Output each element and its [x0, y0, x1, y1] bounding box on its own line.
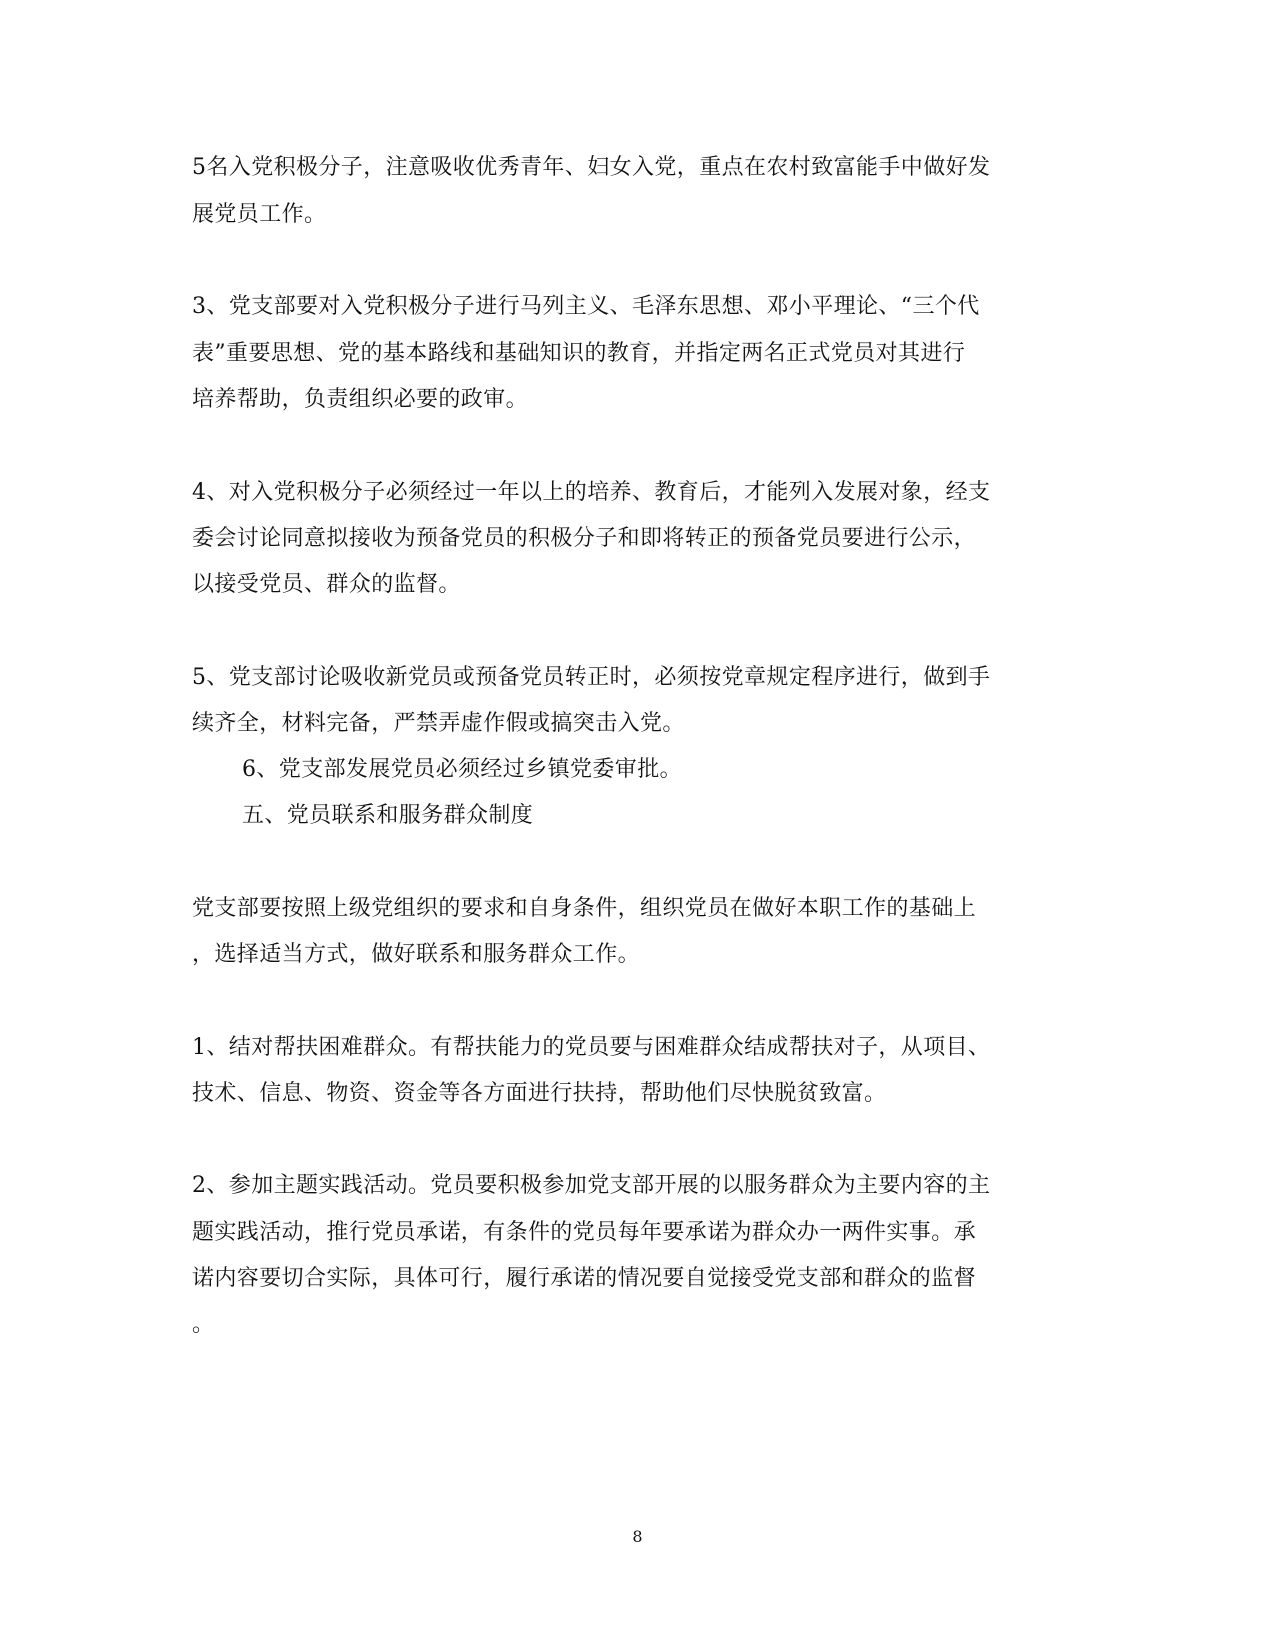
text-line: 题实践活动，推行党员承诺，有条件的党员每年要承诺为群众办一两件实事。承 — [192, 1220, 977, 1245]
text-line: 6、党支部发展党员必须经过乡镇党委审批。 — [242, 757, 682, 782]
text-line: 诺内容要切合实际，具体可行，履行承诺的情况要自觉接受党支部和群众的监督 — [192, 1266, 977, 1291]
text-line: 委会讨论同意拟接收为预备党员的积极分子和即将转正的预备党员要进行公示， — [192, 526, 977, 551]
text-line: 续齐全，材料完备，严禁弄虚作假或搞突击入党。 — [192, 711, 685, 736]
text-line: 展党员工作。 — [192, 202, 327, 227]
text-line: 3、党支部要对入党积极分子进行马列主义、毛泽东思想、邓小平理论、“三个代 — [192, 294, 980, 319]
text-line: 4、对入党积极分子必须经过一年以上的培养、教育后，才能列入发展对象，经支 — [192, 480, 991, 505]
text-line: 培养帮助，负责组织必要的政审。 — [192, 387, 529, 412]
text-line: 1、结对帮扶困难群众。有帮扶能力的党员要与困难群众结成帮扶对子，从项目、 — [192, 1035, 991, 1060]
page-number: 8 — [632, 1527, 643, 1546]
text-line: ，选择适当方式，做好联系和服务群众工作。 — [192, 942, 641, 967]
text-line: 。 — [192, 1312, 215, 1337]
text-line: 以接受党员、群众的监督。 — [192, 572, 461, 597]
text-line: 5、党支部讨论吸收新党员或预备党员转正时，必须按党章规定程序进行，做到手 — [192, 665, 991, 690]
text-line: 5名入党积极分子，注意吸收优秀青年、妇女入党，重点在农村致富能手中做好发 — [192, 155, 991, 180]
text-line: 表”重要思想、党的基本路线和基础知识的教育，并指定两名正式党员对其进行 — [192, 341, 966, 366]
section-heading: 五、党员联系和服务群众制度 — [242, 803, 534, 828]
text-line: 2、参加主题实践活动。党员要积极参加党支部开展的以服务群众为主要内容的主 — [192, 1173, 991, 1198]
text-line: 技术、信息、物资、资金等各方面进行扶持，帮助他们尽快脱贫致富。 — [192, 1081, 887, 1106]
text-line: 党支部要按照上级党组织的要求和自身条件，组织党员在做好本职工作的基础上 — [192, 896, 977, 921]
